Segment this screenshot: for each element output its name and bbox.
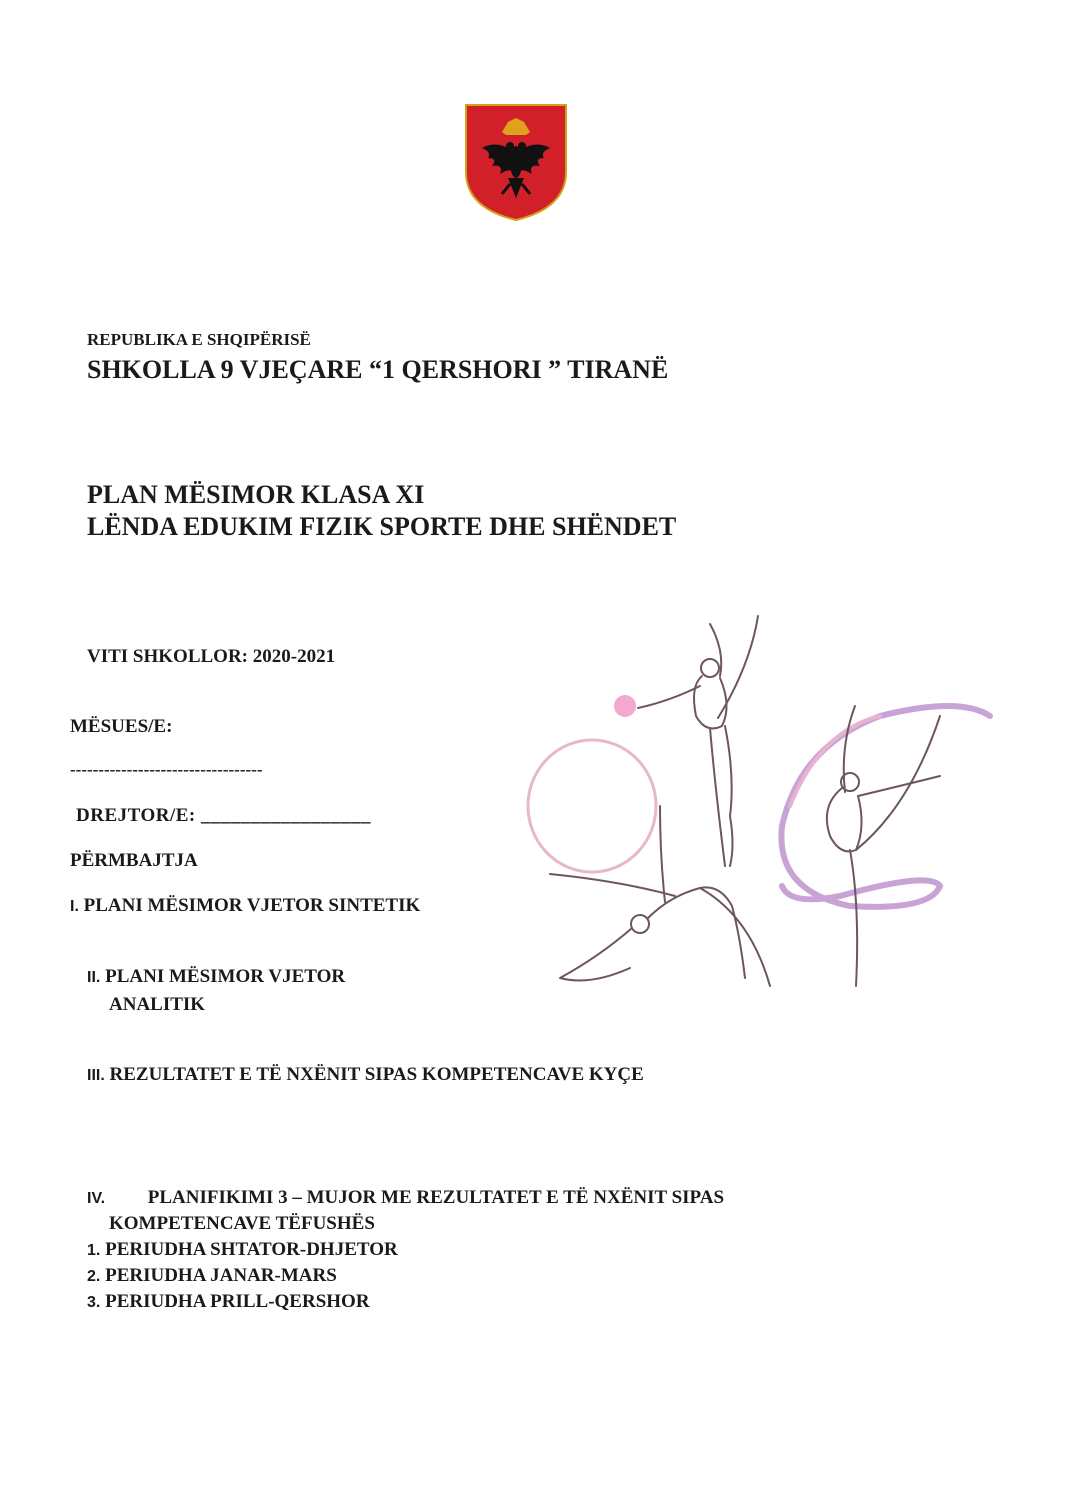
- republic-name: REPUBLIKA E SHQIPËRISË: [87, 330, 311, 349]
- rhythmic-gymnasts-illustration: [520, 606, 1000, 998]
- contents-item: [87, 966, 345, 988]
- teacher-label: MËSUES/E:: [70, 716, 173, 737]
- contents-item: [87, 1187, 724, 1209]
- ribbon-icon: [781, 706, 990, 907]
- item-number: III.: [87, 1067, 105, 1084]
- period-number: 3.: [87, 1294, 101, 1311]
- subject-title: LËNDA EDUKIM FIZIK SPORTE DHE SHËNDET: [87, 512, 677, 541]
- contents-item: [87, 1064, 644, 1086]
- period-text: PERIUDHA PRILL-QERSHOR: [105, 1291, 370, 1312]
- period-text: PERIUDHA SHTATOR-DHJETOR: [105, 1239, 398, 1260]
- period-number: 1.: [87, 1242, 101, 1259]
- contents-heading: PËRMBAJTJA: [70, 850, 198, 871]
- school-name: SHKOLLA 9 VJEÇARE “1 QERSHORI ” TIRANË: [87, 355, 669, 384]
- contents-item: [70, 895, 420, 917]
- item-text-continued: ANALITIK: [109, 994, 206, 1015]
- item-text: REZULTATET E TË NXËNIT SIPAS KOMPETENCAVE KYÇE: [109, 1064, 644, 1085]
- item-number: II.: [87, 969, 101, 986]
- item-text: PLANI MËSIMOR VJETOR SINTETIK: [83, 895, 421, 916]
- period-item: [87, 1291, 370, 1313]
- director-label: DREJTOR/E: _________________: [76, 805, 371, 826]
- period-item: [87, 1265, 337, 1287]
- item-number: IV.: [87, 1190, 106, 1207]
- item-text-continued: KOMPETENCAVE TËFUSHËS: [109, 1213, 375, 1234]
- ball-icon: [614, 695, 636, 717]
- period-number: 2.: [87, 1268, 101, 1285]
- teacher-line: ----------------------------------: [70, 760, 263, 779]
- period-text: PERIUDHA JANAR-MARS: [105, 1265, 337, 1286]
- period-item: [87, 1239, 398, 1261]
- item-text: PLANI MËSIMOR VJETOR: [105, 966, 346, 987]
- item-number: I.: [70, 898, 79, 915]
- albania-coat-of-arms-icon: [462, 102, 570, 222]
- school-year: VITI SHKOLLOR: 2020-2021: [87, 646, 336, 667]
- hoop-icon: [528, 740, 656, 872]
- plan-title: PLAN MËSIMOR KLASA XI: [87, 480, 425, 509]
- item-text: PLANIFIKIMI 3 – MUJOR ME REZULTATET E TË NXËNIT SIPAS: [147, 1187, 725, 1208]
